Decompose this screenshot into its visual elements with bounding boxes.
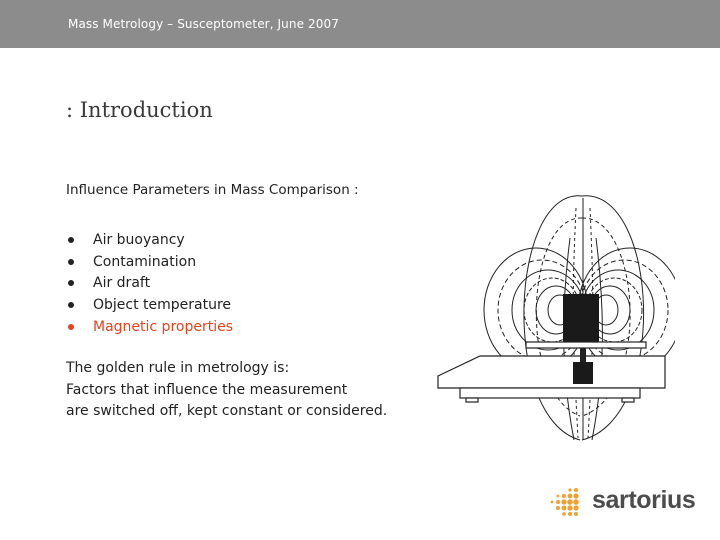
bullet-label: Air buoyancy <box>93 232 185 248</box>
bullet-item-object-temperature <box>66 295 233 317</box>
bullet-label: Air draft <box>93 275 151 292</box>
bullet-icon <box>68 280 74 286</box>
bullet-item-magnetic-properties <box>66 317 233 339</box>
bullet-label: Object temperature <box>93 297 232 314</box>
rule-line-3: are switched off, kept constant or considered. <box>66 403 388 420</box>
balance-housing <box>438 356 665 402</box>
bullet-label: Contamination <box>93 253 197 270</box>
sartorius-logo <box>544 486 696 520</box>
bullet-icon <box>68 259 74 265</box>
susceptometer-figure <box>430 178 675 448</box>
weighing-pan <box>526 342 646 348</box>
bullet-icon <box>68 237 74 243</box>
page-title: : Introduction <box>66 98 213 122</box>
logo-wordmark: sartorius <box>592 486 696 514</box>
bullet-label: Magnetic properties <box>93 318 233 335</box>
sartorius-dots-icon <box>544 486 588 520</box>
sample-weight <box>563 294 599 342</box>
bullet-item-air-buoyancy <box>66 230 233 252</box>
bullet-icon <box>68 302 74 308</box>
header-text: Mass Metrology – Susceptometer, June 2007 <box>68 17 339 31</box>
bullet-item-air-draft <box>66 273 233 295</box>
rule-line-1: The golden rule in metrology is: <box>66 360 290 376</box>
magnet <box>573 362 593 384</box>
rule-line-2: Factors that influence the measurement <box>66 381 348 398</box>
header-bar <box>0 0 720 48</box>
bullet-item-contamination <box>66 252 233 274</box>
bullet-list <box>66 230 233 338</box>
golden-rule-text <box>66 358 387 423</box>
section-heading: Influence Parameters in Mass Comparison : <box>66 182 359 198</box>
bullet-icon <box>68 324 74 330</box>
